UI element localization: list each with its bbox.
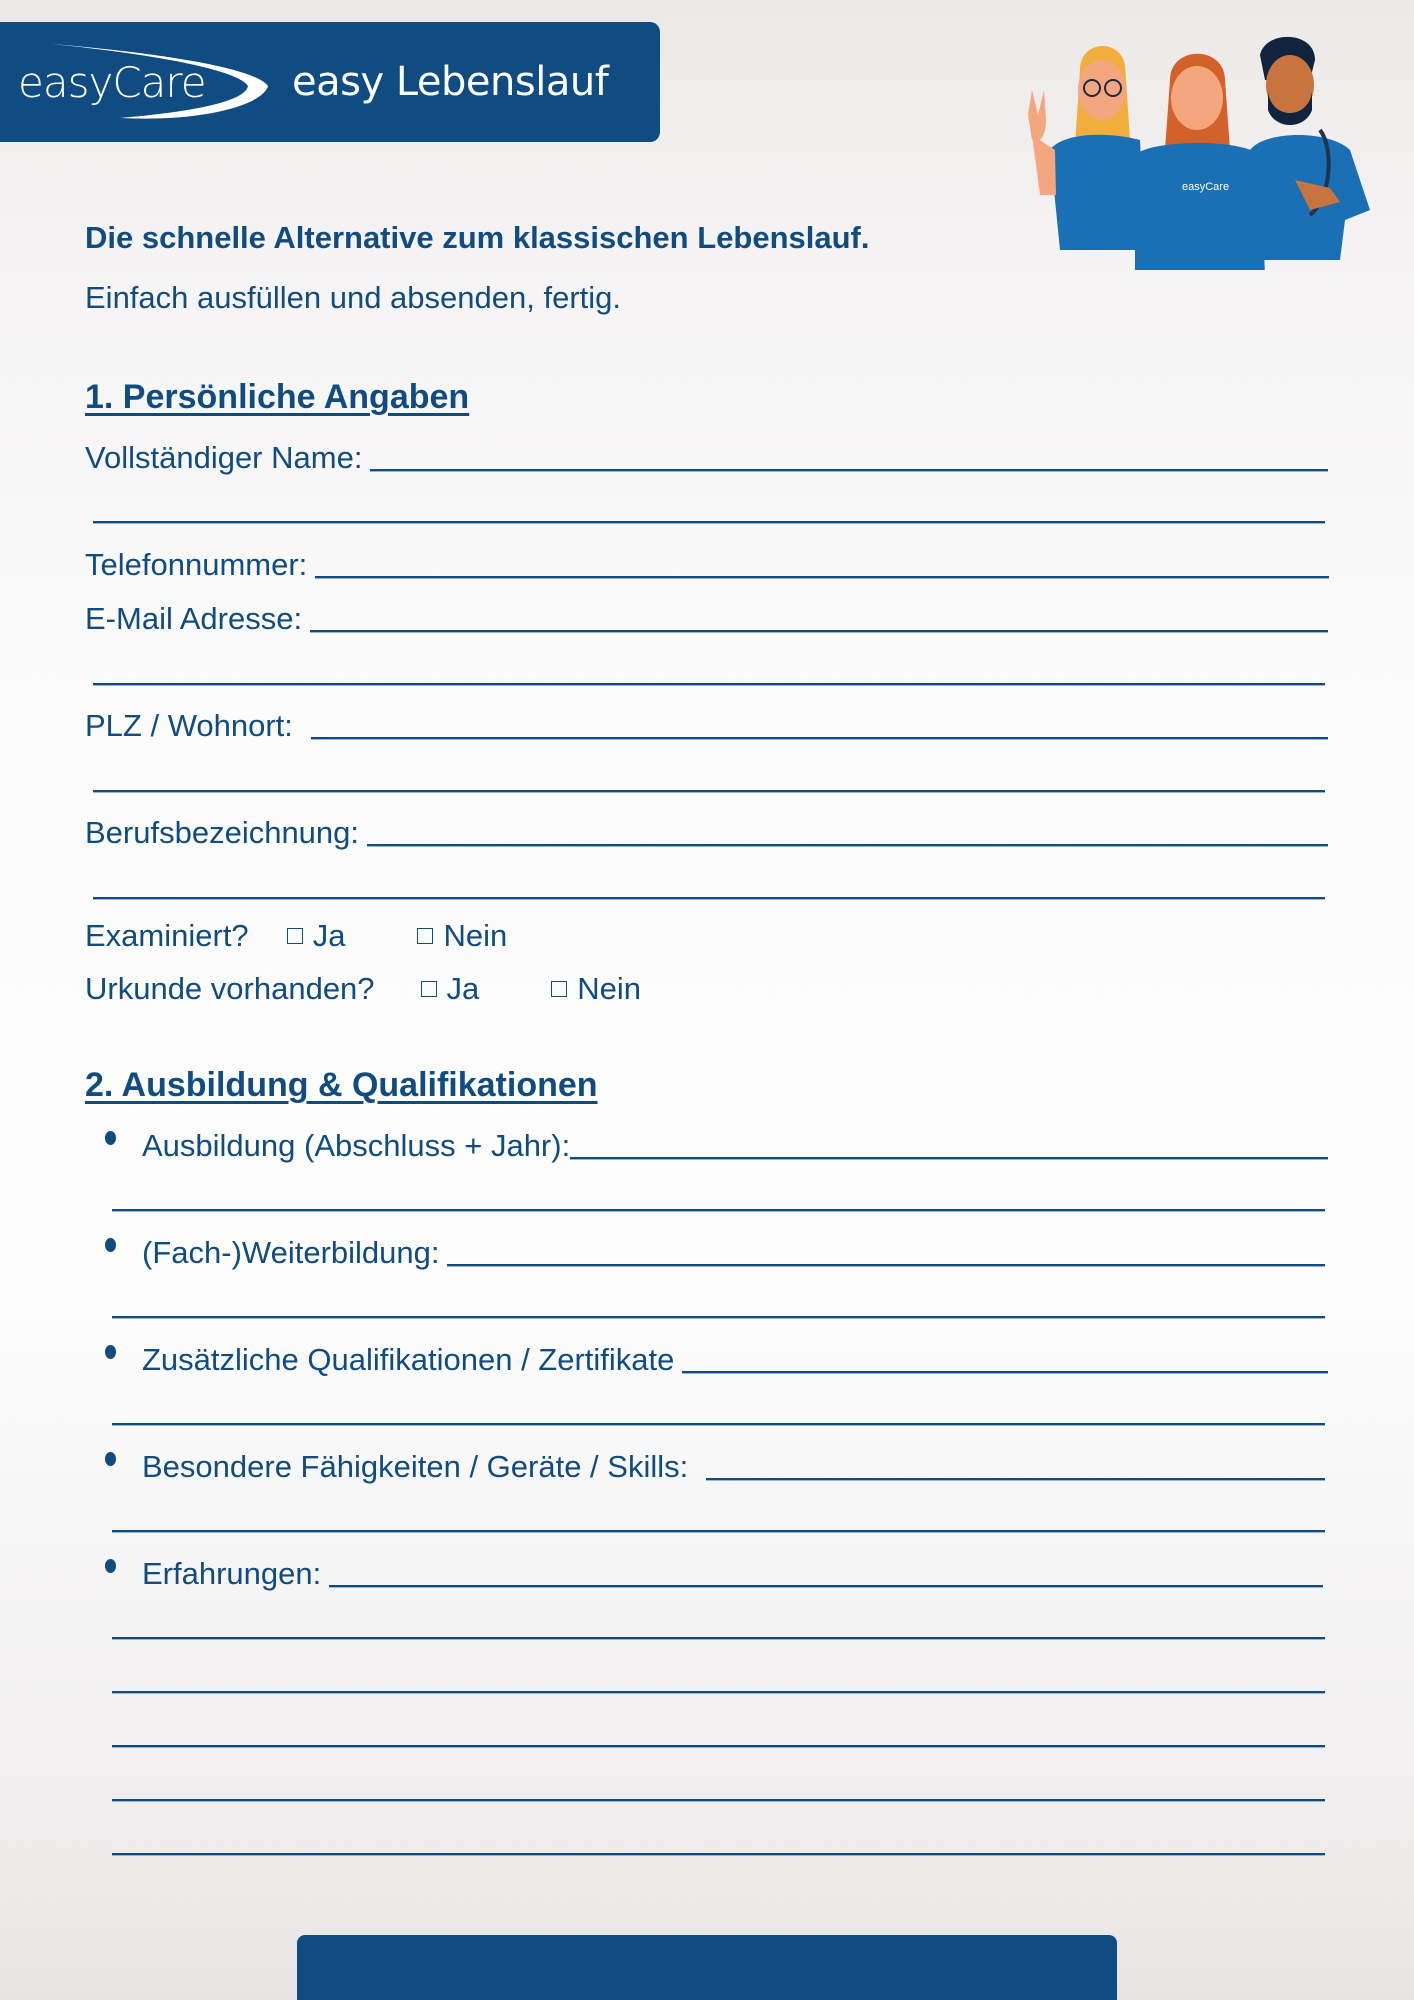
examined-yes-checkbox[interactable] [287, 918, 346, 954]
field-email[interactable] [85, 597, 1328, 637]
phone-input-line[interactable] [315, 576, 1329, 579]
certificate-no-checkbox[interactable] [551, 971, 641, 1007]
bullet-icon [105, 1238, 116, 1252]
field-label: Telefonnummer: [85, 547, 308, 582]
item-further-training[interactable] [85, 1231, 1325, 1271]
examined-label: Examiniert? [85, 918, 249, 953]
item-label: Zusätzliche Qualifikationen / Zertifikate [142, 1342, 675, 1377]
field-label: E-Mail Adresse: [85, 601, 303, 636]
experience-input-line[interactable] [329, 1585, 1323, 1588]
experience-line-5[interactable] [112, 1799, 1325, 1802]
experience-line-6[interactable] [112, 1853, 1325, 1856]
checkbox-icon[interactable] [551, 981, 567, 997]
certificate-yes-checkbox[interactable] [421, 971, 480, 1007]
certificate-question [85, 971, 641, 1007]
section-title-personal: 1. Persönliche Angaben [85, 378, 470, 416]
checkbox-icon[interactable] [287, 928, 303, 944]
email-continuation-line[interactable] [93, 683, 1325, 686]
bullet-icon [105, 1452, 116, 1466]
submit-button[interactable] [297, 1935, 1117, 2000]
field-job-title[interactable] [85, 811, 1328, 851]
qualifications-continuation-line[interactable] [112, 1423, 1325, 1426]
full-name-continuation-line[interactable] [93, 521, 1325, 524]
examined-question [85, 918, 507, 954]
examined-no-checkbox[interactable] [417, 918, 507, 954]
skills-continuation-line[interactable] [112, 1530, 1325, 1533]
section-title-education: 2. Ausbildung & Qualifikationen [85, 1066, 598, 1104]
field-label: Berufsbezeichnung: [85, 815, 360, 850]
shirt-text: easyCare [1182, 181, 1230, 193]
option-label: Ja [446, 971, 480, 1006]
field-zip-city[interactable] [85, 704, 1328, 744]
checkbox-icon[interactable] [421, 981, 437, 997]
header-banner [0, 22, 660, 142]
item-label: Erfahrungen: [142, 1556, 322, 1591]
experience-line-4[interactable] [112, 1745, 1325, 1748]
intro-headline: Die schnelle Alternative zum klassischen Lebenslauf. [85, 220, 870, 255]
job-title-continuation-line[interactable] [93, 897, 1325, 900]
field-label: Vollständiger Name: [85, 440, 363, 475]
option-label: Nein [577, 971, 642, 1006]
item-qualifications[interactable] [85, 1338, 1328, 1378]
qualifications-input-line[interactable] [682, 1371, 1328, 1374]
item-label: Ausbildung (Abschluss + Jahr): [142, 1128, 571, 1163]
zip-city-continuation-line[interactable] [93, 790, 1325, 793]
option-label: Nein [443, 918, 508, 953]
bullet-icon [105, 1345, 116, 1359]
field-label: PLZ / Wohnort: [85, 708, 293, 743]
further-training-input-line[interactable] [447, 1264, 1325, 1267]
intro-subline: Einfach ausfüllen und absenden, fertig. [85, 280, 621, 315]
certificate-label: Urkunde vorhanden? [85, 971, 375, 1006]
option-label: Ja [312, 918, 346, 953]
field-full-name[interactable] [85, 436, 1328, 476]
bullet-icon [105, 1559, 116, 1573]
training-input-line[interactable] [570, 1157, 1328, 1160]
full-name-input-line[interactable] [370, 469, 1328, 472]
easycare-logo [0, 22, 270, 142]
field-phone[interactable] [85, 543, 1329, 583]
item-label: (Fach-)Weiterbildung: [142, 1235, 440, 1270]
logo-text: easyCare [18, 58, 206, 107]
zip-city-input-line[interactable] [311, 737, 1328, 740]
page-title: easy Lebenslauf [292, 59, 609, 105]
nurses-illustration [1010, 20, 1390, 270]
checkbox-icon[interactable] [417, 928, 433, 944]
further-training-continuation-line[interactable] [112, 1316, 1325, 1319]
item-experience[interactable] [85, 1552, 1323, 1592]
job-title-input-line[interactable] [367, 844, 1328, 847]
email-input-line[interactable] [310, 630, 1328, 633]
experience-line-3[interactable] [112, 1691, 1325, 1694]
skills-input-line[interactable] [706, 1478, 1325, 1481]
item-training[interactable] [85, 1124, 1328, 1164]
experience-line-2[interactable] [112, 1637, 1325, 1640]
item-label: Besondere Fähigkeiten / Geräte / Skills: [142, 1449, 689, 1484]
item-skills[interactable] [85, 1445, 1325, 1485]
training-continuation-line[interactable] [112, 1209, 1325, 1212]
bullet-icon [105, 1131, 116, 1145]
